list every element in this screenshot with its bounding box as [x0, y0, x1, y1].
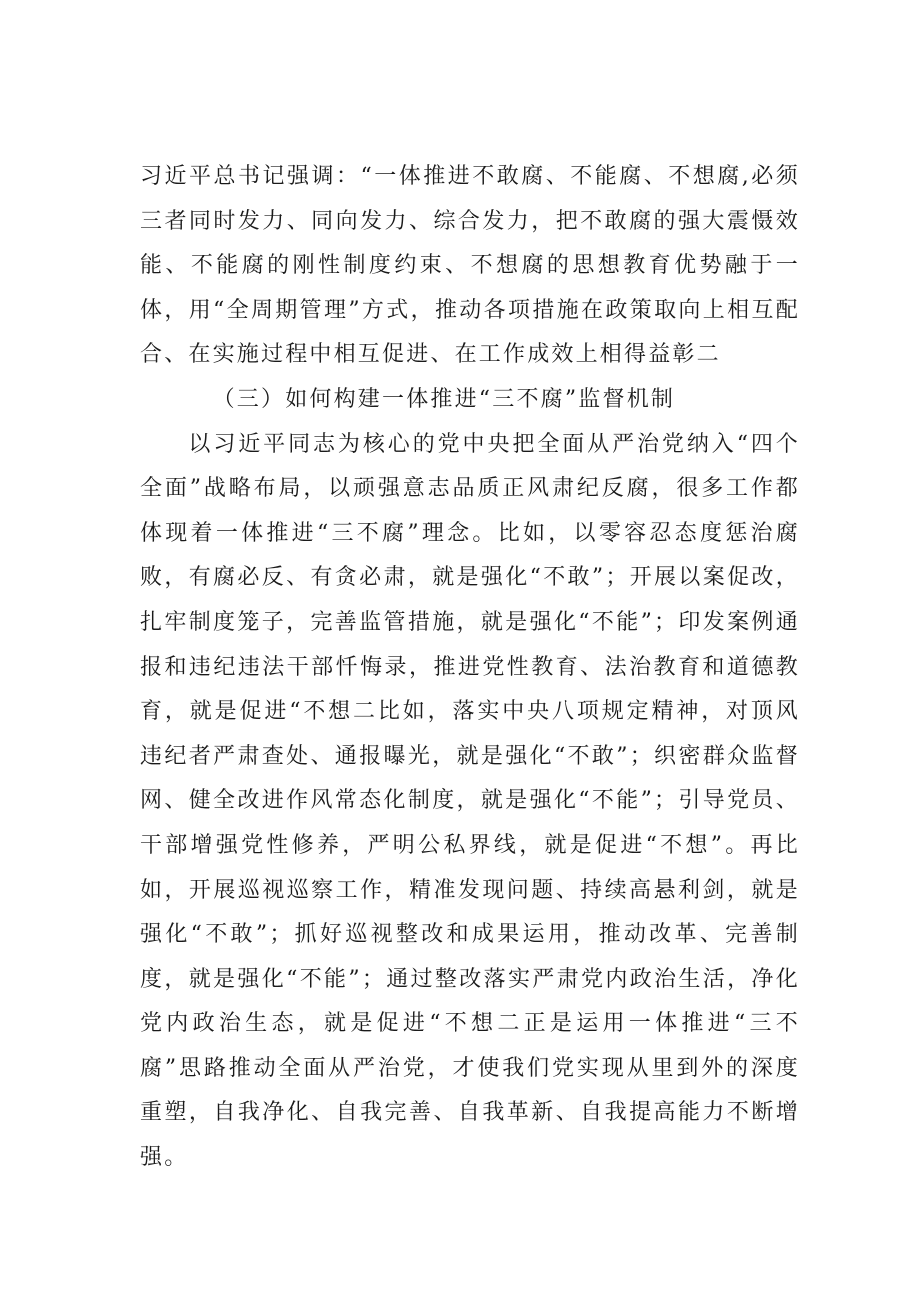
- paragraph-body: 以习近平同志为核心的党中央把全面从严治党纳入“四个全面”战略布局，以顽强意志品质正风肃纪反腐，很多工作都体现着一体推进“三不腐”理念。比如，以零容忍态度惩治腐败，有腐必反、有贪必肃，就是强化“不敢”；开展以案促改，扎牢制度笼子，完善监管措施，就是强化“不能”；印发案例通报和违纪违法干部忏悔录，推进党性教育、法治教育和道德教育，就是促进“不想二比如，落实中央八项规定精神，对顶风违纪者严肃查处、通报曝光，就是强化“不敢”；织密群众监督网、健全改进作风常态化制度，就是强化“不能”；引导党员、干部增强党性修养，严明公私界线，就是促进“不想”。再比如，开展巡视巡察工作，精准发现问题、持续高悬利剑，就是强化“不敢”；抓好巡视整改和成果运用，推动改革、完善制度，就是强化“不能”；通过整改落实严肃党内政治生活，净化党内政治生态，就是促进“不想二正是运用一体推进“三不腐”思路推动全面从严治党，才使我们党实现从里到外的深度重塑，自我净化、自我完善、自我革新、自我提高能力不断增强。: [140, 431, 800, 1171]
- section-heading: （三）如何构建一体推进“三不腐”监督机制: [212, 386, 676, 412]
- document-body: [140, 155, 800, 1181]
- paragraph-quote: 习近平总书记强调：“一体推进不敢腐、不能腐、不想腐,必须三者同时发力、同向发力、综合发力，把不敢腐的强大震慑效能、不能腐的刚性制度约束、不想腐的思想教育优势融于一体，用“全周期管理”方式，推动各项措施在政策取向上相互配合、在实施过程中相互促进、在工作成效上相得益彰二: [140, 164, 800, 368]
